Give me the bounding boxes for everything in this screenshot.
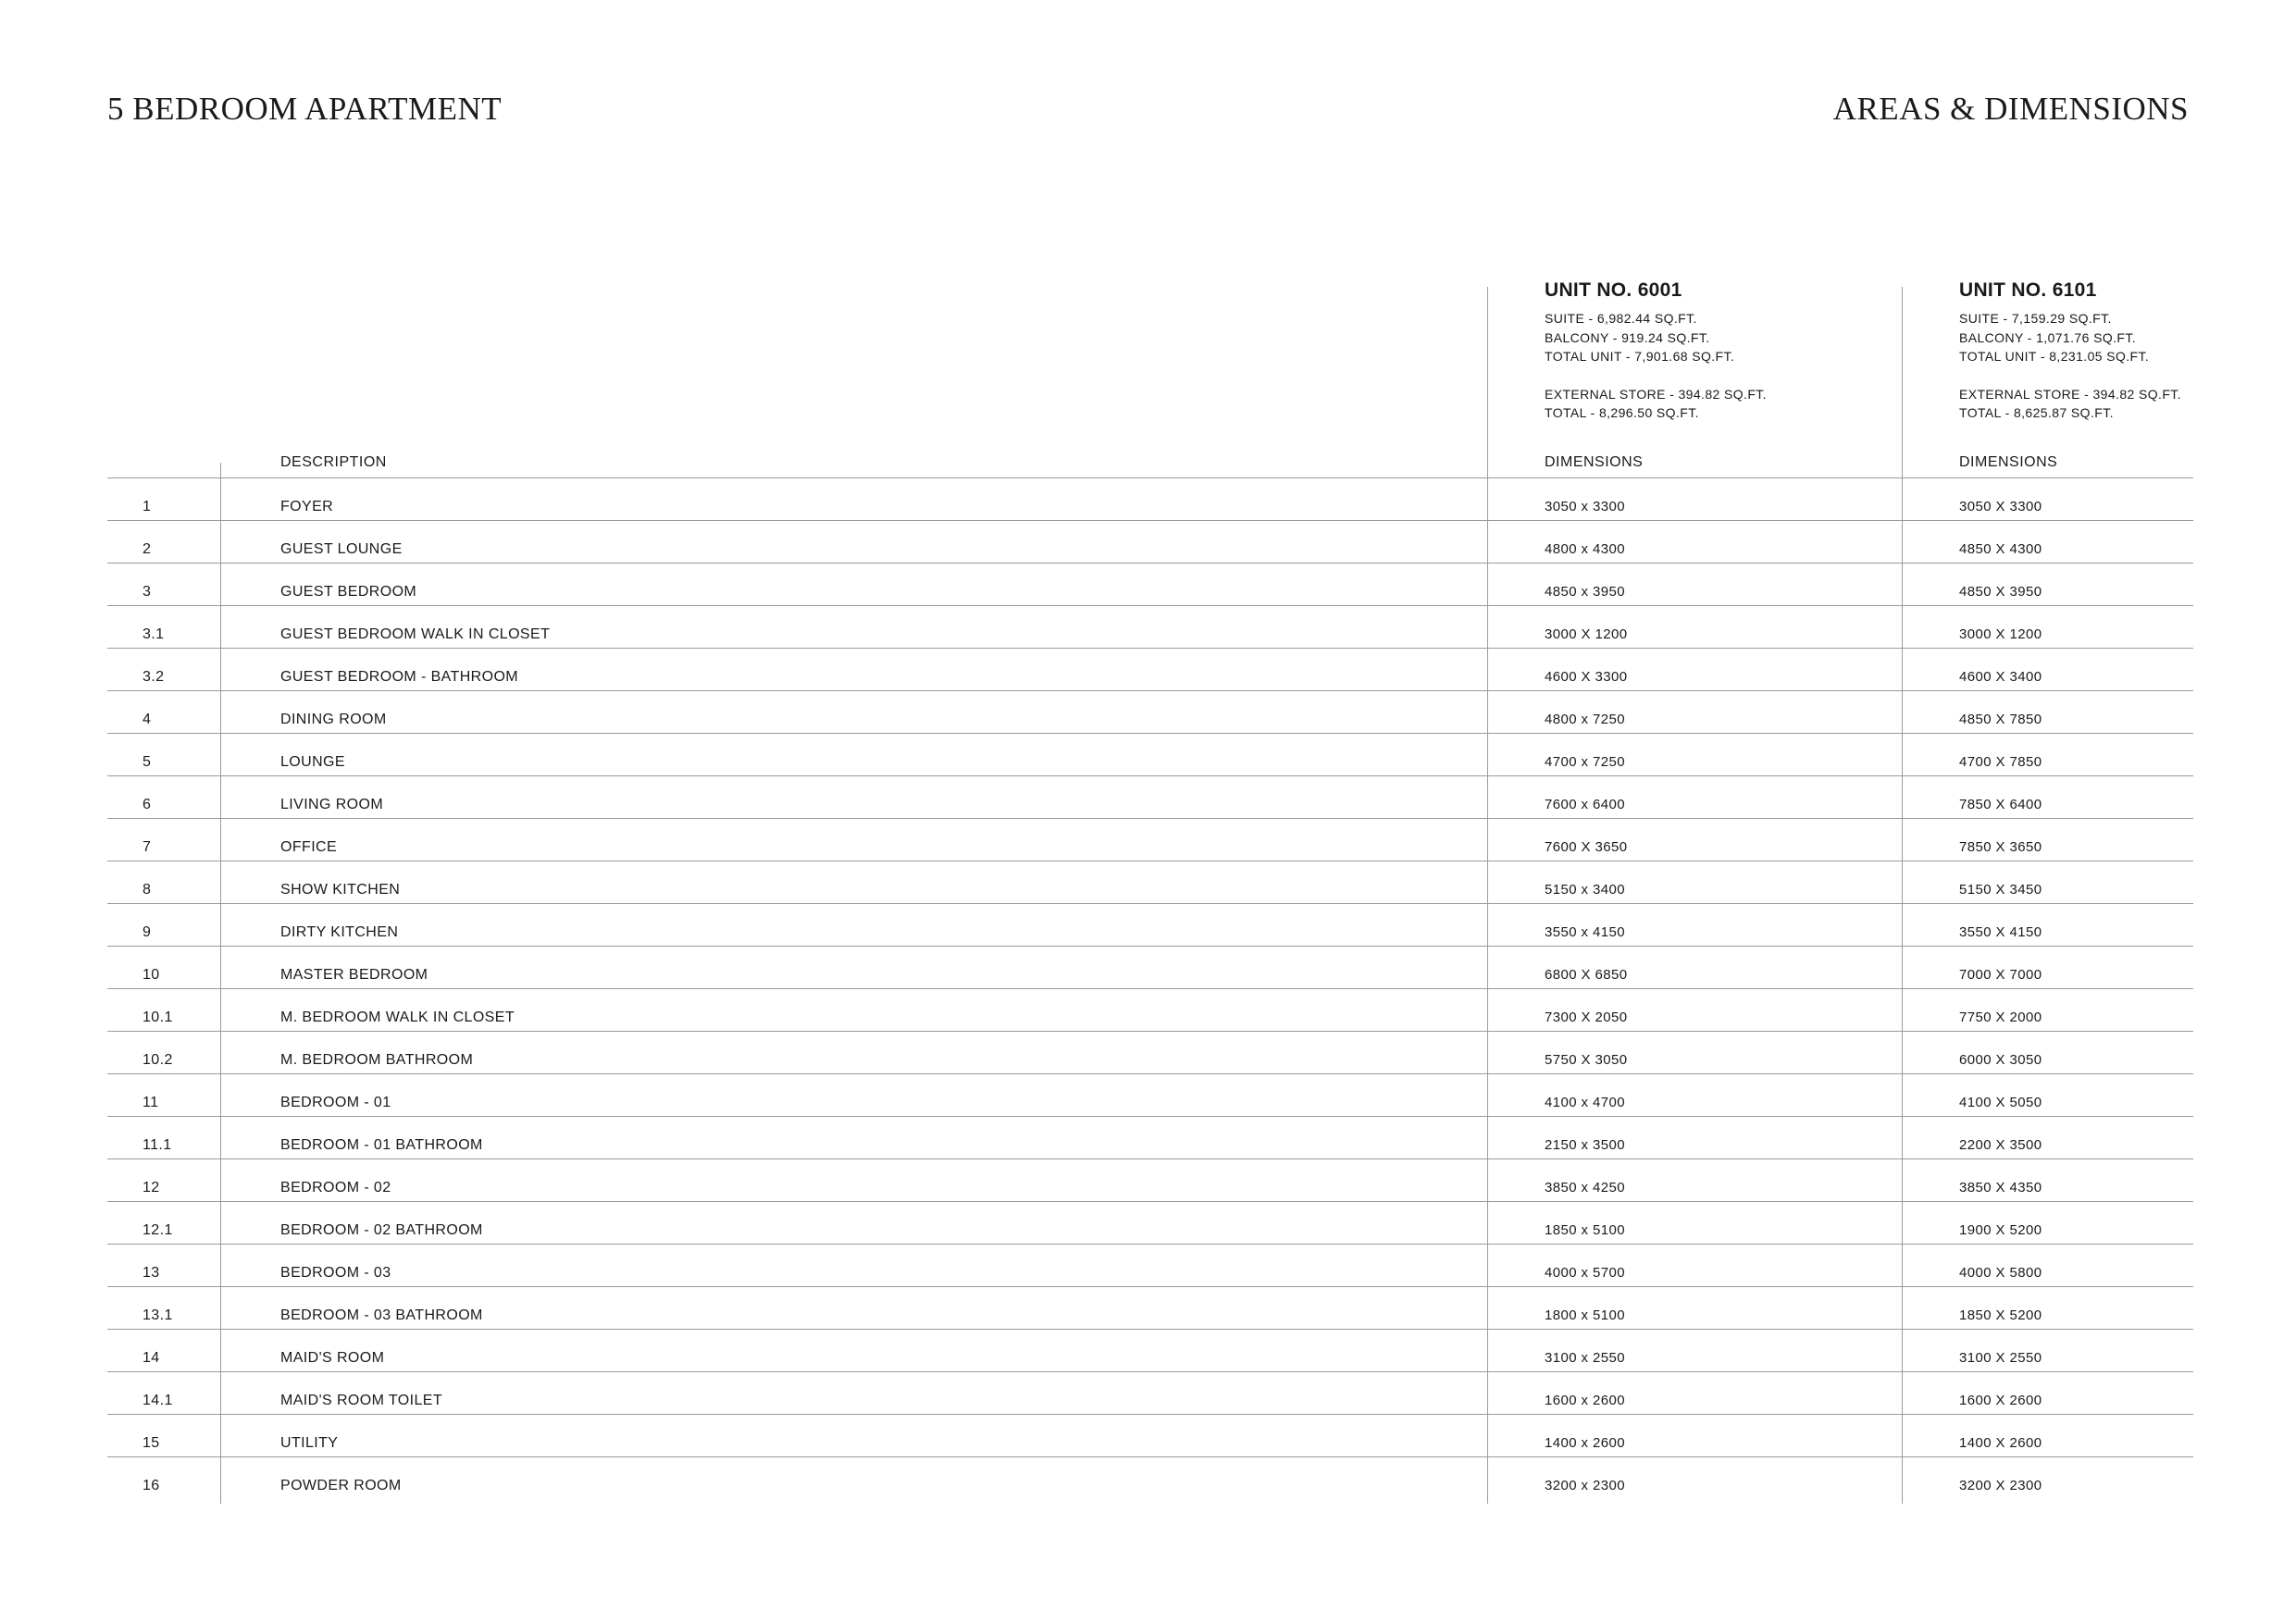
row-number: 14.1 [143,1393,173,1408]
row-number: 5 [143,754,152,770]
row-dimensions-6101: 1900 X 5200 [1959,1222,2042,1238]
row-number: 10 [143,967,160,983]
unit-total-area: TOTAL - 8,625.87 SQ.FT. [1959,405,2114,420]
table-row [107,564,2193,606]
row-description: MAID'S ROOM TOILET [280,1393,443,1408]
row-dimensions-6101: 7850 X 3650 [1959,839,2042,855]
row-description: FOYER [280,499,334,514]
row-description: M. BEDROOM WALK IN CLOSET [280,1010,515,1025]
column-header-dimensions-6001: DIMENSIONS [1545,454,1644,470]
row-number: 11.1 [143,1137,172,1153]
row-dimensions-6101: 1400 X 2600 [1959,1435,2042,1451]
row-number: 10.1 [143,1010,173,1025]
row-dimensions-6101: 6000 X 3050 [1959,1052,2042,1068]
row-number: 13.1 [143,1307,173,1323]
row-dimensions-6001: 3100 x 2550 [1545,1350,1625,1366]
unit-total-area: TOTAL - 8,296.50 SQ.FT. [1545,405,1699,420]
row-description: BEDROOM - 02 [280,1180,391,1196]
row-dimensions-6001: 1850 x 5100 [1545,1222,1625,1238]
row-dimensions-6101: 4600 X 3400 [1959,669,2042,685]
unit-title: UNIT NO. 6001 [1545,279,1682,301]
row-number: 3.2 [143,669,165,685]
row-dimensions-6101: 4700 X 7850 [1959,754,2042,770]
row-dimensions-6001: 5150 x 3400 [1545,882,1625,898]
unit-suite-area: SUITE - 6,982.44 SQ.FT. [1545,311,1697,326]
unit-suite-area: SUITE - 7,159.29 SQ.FT. [1959,311,2112,326]
row-dimensions-6001: 4000 x 5700 [1545,1265,1625,1281]
row-description: UTILITY [280,1435,339,1451]
table-row [107,1202,2193,1245]
row-dimensions-6101: 4850 X 7850 [1959,712,2042,727]
row-dimensions-6101: 2200 X 3500 [1959,1137,2042,1153]
row-dimensions-6001: 3000 X 1200 [1545,626,1628,642]
row-number: 7 [143,839,152,855]
row-number: 3 [143,584,152,600]
unit-balcony-area: BALCONY - 919.24 SQ.FT. [1545,329,1710,345]
table-row [107,734,2193,776]
row-dimensions-6001: 4800 x 4300 [1545,541,1625,557]
table-row [107,1117,2193,1159]
row-dimensions-6001: 4800 x 7250 [1545,712,1625,727]
row-description: OFFICE [280,839,338,855]
row-number: 2 [143,541,152,557]
unit-total-unit-area: TOTAL UNIT - 8,231.05 SQ.FT. [1959,349,2150,364]
row-number: 3.1 [143,626,165,642]
row-dimensions-6101: 3100 X 2550 [1959,1350,2042,1366]
unit-6001-info [1545,278,1767,423]
row-description: BEDROOM - 03 [280,1265,391,1281]
row-dimensions-6101: 4000 X 5800 [1959,1265,2042,1281]
table-row [107,947,2193,989]
row-number: 16 [143,1478,160,1493]
table-row [107,478,2193,521]
table-row [107,521,2193,564]
unit-6101-info [1959,278,2181,423]
row-dimensions-6101: 7750 X 2000 [1959,1010,2042,1025]
row-number: 15 [143,1435,160,1451]
unit-external-store-area: EXTERNAL STORE - 394.82 SQ.FT. [1545,386,1767,402]
row-dimensions-6001: 1400 x 2600 [1545,1435,1625,1451]
unit-external-store-area: EXTERNAL STORE - 394.82 SQ.FT. [1959,386,2181,402]
row-description: DIRTY KITCHEN [280,924,399,940]
table-row [107,776,2193,819]
row-number: 1 [143,499,152,514]
row-dimensions-6101: 3000 X 1200 [1959,626,2042,642]
dimensions-table [107,478,2193,1499]
row-description: DINING ROOM [280,712,387,727]
row-description: MAID'S ROOM [280,1350,385,1366]
row-dimensions-6001: 7600 x 6400 [1545,797,1625,812]
row-dimensions-6101: 1600 X 2600 [1959,1393,2042,1408]
row-dimensions-6001: 3200 x 2300 [1545,1478,1625,1493]
row-dimensions-6101: 3050 X 3300 [1959,499,2042,514]
row-number: 6 [143,797,152,812]
column-header-dimensions-6101: DIMENSIONS [1959,454,2058,470]
row-dimensions-6001: 7300 X 2050 [1545,1010,1628,1025]
row-number: 12 [143,1180,160,1196]
row-dimensions-6001: 3550 x 4150 [1545,924,1625,940]
row-dimensions-6001: 7600 X 3650 [1545,839,1628,855]
row-description: LIVING ROOM [280,797,384,812]
table-row [107,606,2193,649]
table-row [107,649,2193,691]
row-dimensions-6101: 7000 X 7000 [1959,967,2042,983]
table-row [107,861,2193,904]
unit-balcony-area: BALCONY - 1,071.76 SQ.FT. [1959,329,2137,345]
row-number: 9 [143,924,152,940]
row-dimensions-6001: 1800 x 5100 [1545,1307,1625,1323]
table-row [107,1287,2193,1330]
row-dimensions-6101: 3200 X 2300 [1959,1478,2042,1493]
row-description: BEDROOM - 01 BATHROOM [280,1137,483,1153]
row-dimensions-6101: 4850 X 3950 [1959,584,2042,600]
row-dimensions-6001: 4700 x 7250 [1545,754,1625,770]
row-description: M. BEDROOM BATHROOM [280,1052,474,1068]
table-row [107,1032,2193,1074]
column-header-description: DESCRIPTION [280,454,387,470]
row-description: BEDROOM - 01 [280,1095,391,1110]
row-description: MASTER BEDROOM [280,967,428,983]
row-number: 11 [143,1095,159,1110]
row-dimensions-6101: 3550 X 4150 [1959,924,2042,940]
row-number: 14 [143,1350,160,1366]
row-dimensions-6001: 1600 x 2600 [1545,1393,1625,1408]
section-title: AREAS & DIMENSIONS [1832,91,2189,127]
row-number: 10.2 [143,1052,173,1068]
row-description: BEDROOM - 03 BATHROOM [280,1307,483,1323]
row-dimensions-6001: 3850 x 4250 [1545,1180,1625,1196]
row-number: 13 [143,1265,160,1281]
table-row [107,1372,2193,1415]
table-row [107,819,2193,861]
table-row [107,1457,2193,1499]
row-dimensions-6001: 4600 X 3300 [1545,669,1628,685]
table-row [107,904,2193,947]
table-row [107,989,2193,1032]
row-description: GUEST BEDROOM WALK IN CLOSET [280,626,551,642]
row-description: BEDROOM - 02 BATHROOM [280,1222,483,1238]
row-dimensions-6001: 5750 X 3050 [1545,1052,1628,1068]
table-row [107,1074,2193,1117]
row-description: LOUNGE [280,754,345,770]
row-dimensions-6101: 3850 X 4350 [1959,1180,2042,1196]
row-dimensions-6001: 4100 x 4700 [1545,1095,1625,1110]
row-number: 12.1 [143,1222,173,1238]
row-number: 8 [143,882,152,898]
row-description: SHOW KITCHEN [280,882,401,898]
table-row [107,1245,2193,1287]
unit-title: UNIT NO. 6101 [1959,279,2097,301]
row-dimensions-6001: 3050 x 3300 [1545,499,1625,514]
row-dimensions-6001: 4850 x 3950 [1545,584,1625,600]
row-description: GUEST BEDROOM - BATHROOM [280,669,519,685]
table-row [107,1159,2193,1202]
row-dimensions-6101: 4100 X 5050 [1959,1095,2042,1110]
row-dimensions-6101: 5150 X 3450 [1959,882,2042,898]
row-dimensions-6101: 1850 X 5200 [1959,1307,2042,1323]
row-description: POWDER ROOM [280,1478,402,1493]
table-row [107,1415,2193,1457]
row-dimensions-6101: 7850 X 6400 [1959,797,2042,812]
table-row [107,691,2193,734]
page-title: 5 BEDROOM APARTMENT [107,91,503,127]
row-dimensions-6001: 2150 x 3500 [1545,1137,1625,1153]
unit-total-unit-area: TOTAL UNIT - 7,901.68 SQ.FT. [1545,349,1735,364]
row-description: GUEST LOUNGE [280,541,403,557]
row-number: 4 [143,712,152,727]
row-dimensions-6001: 6800 X 6850 [1545,967,1628,983]
table-row [107,1330,2193,1372]
row-description: GUEST BEDROOM [280,584,417,600]
row-dimensions-6101: 4850 X 4300 [1959,541,2042,557]
